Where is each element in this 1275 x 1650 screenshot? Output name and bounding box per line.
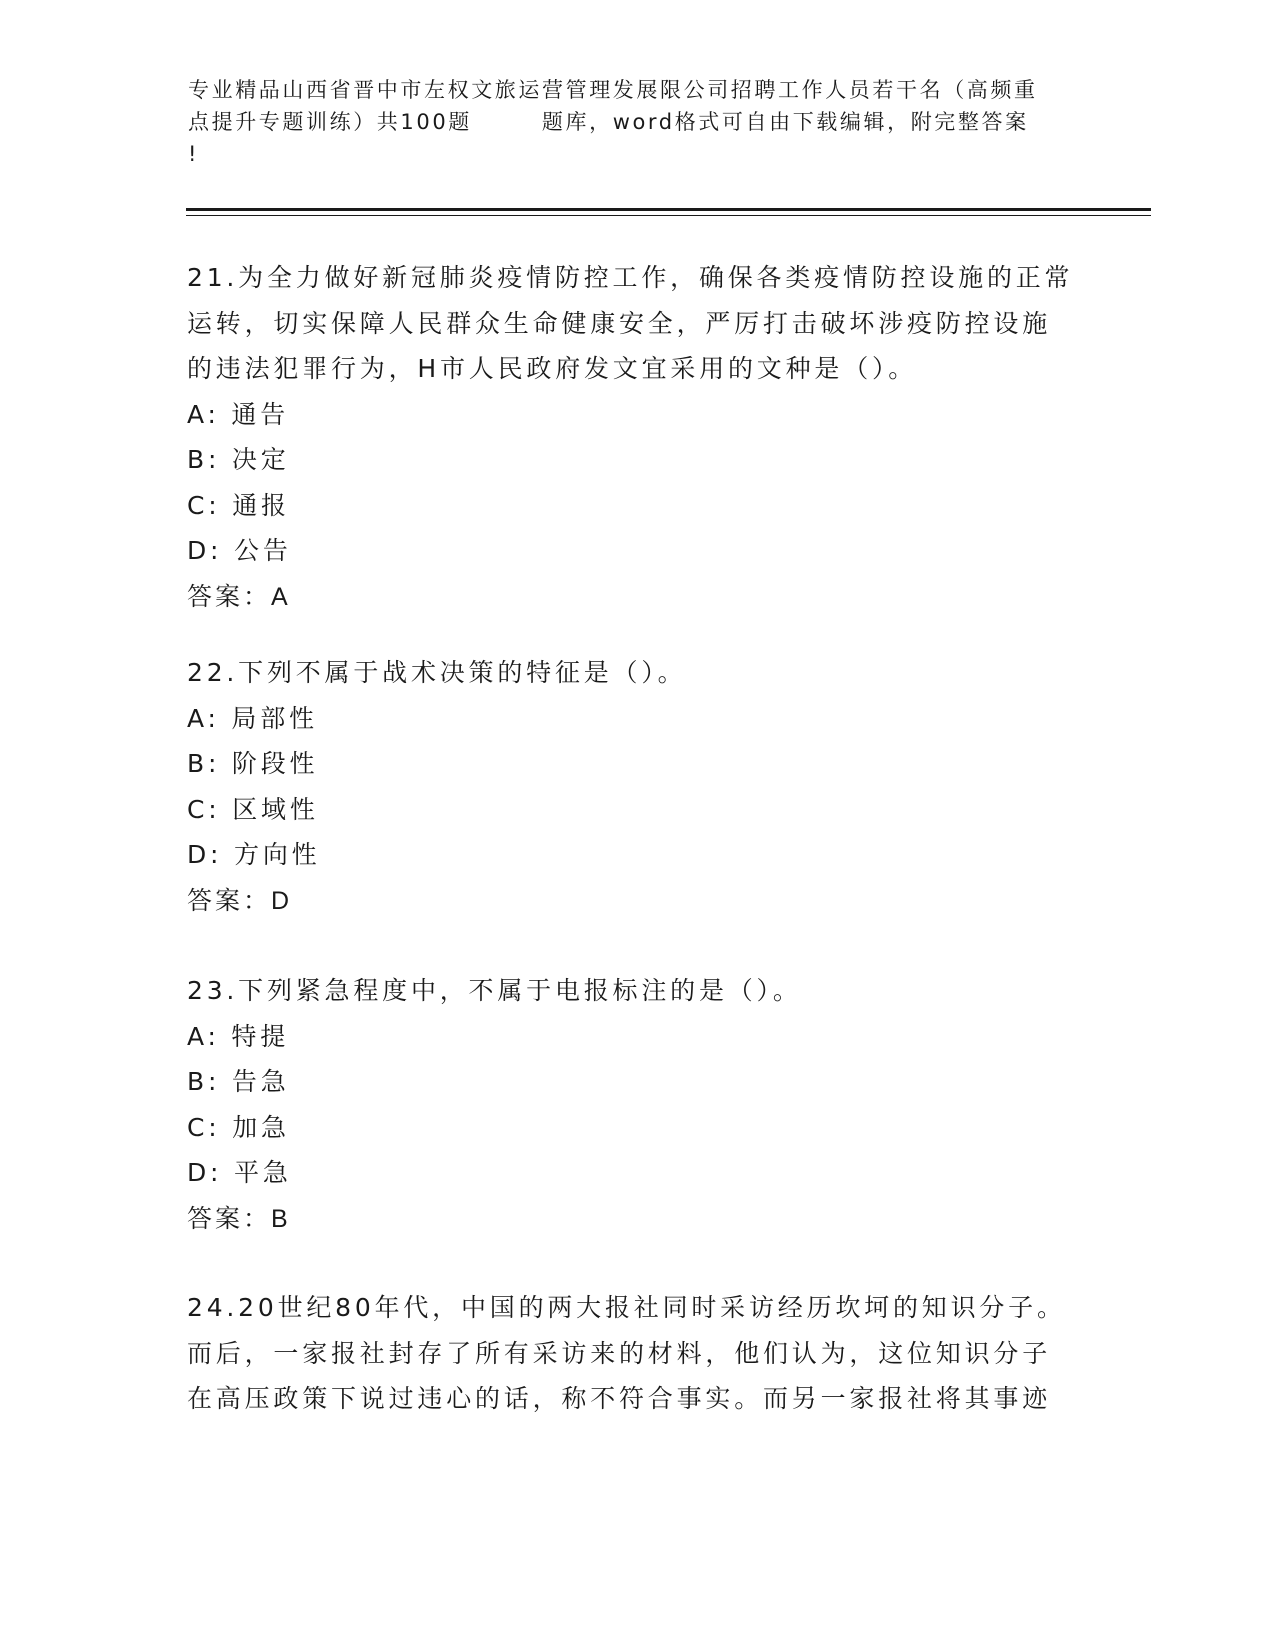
question-stem-line: 24.20世纪80年代，中国的两大报社同时采访经历坎坷的知识分子。 bbox=[187, 1293, 1066, 1322]
option-d: D: 方向性 bbox=[187, 840, 321, 869]
option-b: B: 告急 bbox=[187, 1067, 290, 1096]
header-line-2-part-1: 点提升专题训练）共100题 bbox=[188, 110, 472, 134]
answer-line bbox=[187, 574, 1087, 621]
header-divider-thin bbox=[186, 215, 1151, 216]
header-divider-thick bbox=[186, 208, 1151, 211]
option-c: C: 区域性 bbox=[187, 794, 319, 824]
question-stem-line: 在高压政策下说过违心的话，称不符合事实。而另一家报社将其事迹 bbox=[187, 1384, 1052, 1413]
answer-label: 答案： bbox=[187, 581, 272, 611]
header-line-2 bbox=[188, 106, 1088, 138]
answer-line bbox=[187, 1196, 1087, 1243]
answer-label: 答案： bbox=[187, 1203, 272, 1233]
option-c: C: 通报 bbox=[187, 490, 290, 520]
question-stem-line: 21.为全力做好新冠肺炎疫情防控工作，确保各类疫情防控设施的正常 bbox=[187, 263, 1074, 292]
answer-value: A bbox=[271, 582, 289, 611]
question-24 bbox=[187, 1285, 1087, 1422]
question-stem-line: 22.下列不属于战术决策的特征是（）。 bbox=[187, 658, 687, 687]
document-header bbox=[188, 74, 1088, 170]
answer-label: 答案： bbox=[187, 885, 272, 915]
option-a: A: 特提 bbox=[187, 1021, 290, 1051]
question-23 bbox=[187, 968, 1087, 1242]
question-22 bbox=[187, 650, 1087, 924]
option-a: A: 通告 bbox=[187, 399, 290, 429]
header-line-1: 专业精品山西省晋中市左权文旅运营管理发展限公司招聘工作人员若干名（高频重 bbox=[188, 78, 1038, 102]
question-stem-line: 23.下列紧急程度中，不属于电报标注的是（）。 bbox=[187, 976, 802, 1005]
question-stem-line: 运转，切实保障人民群众生命健康安全，严厉打击破坏涉疫防控设施 bbox=[187, 308, 1052, 338]
answer-line bbox=[187, 878, 1087, 925]
answer-value: D bbox=[271, 886, 290, 915]
option-a: A: 局部性 bbox=[187, 703, 318, 733]
question-stem-line: 的违法犯罪行为，H市人民政府发文宜采用的文种是（）。 bbox=[187, 354, 918, 383]
header-line-2-part-2: 题库，word格式可自由下载编辑，附完整答案 bbox=[541, 110, 1029, 134]
option-b: B: 决定 bbox=[187, 445, 290, 474]
header-line-3: ! bbox=[188, 142, 200, 166]
question-21 bbox=[187, 255, 1087, 620]
option-b: B: 阶段性 bbox=[187, 749, 319, 778]
option-c: C: 加急 bbox=[187, 1112, 290, 1142]
option-d: D: 平急 bbox=[187, 1158, 292, 1187]
option-d: D: 公告 bbox=[187, 536, 292, 565]
question-stem-line: 而后，一家报社封存了所有采访来的材料，他们认为，这位知识分子 bbox=[187, 1338, 1052, 1368]
answer-value: B bbox=[271, 1204, 289, 1233]
